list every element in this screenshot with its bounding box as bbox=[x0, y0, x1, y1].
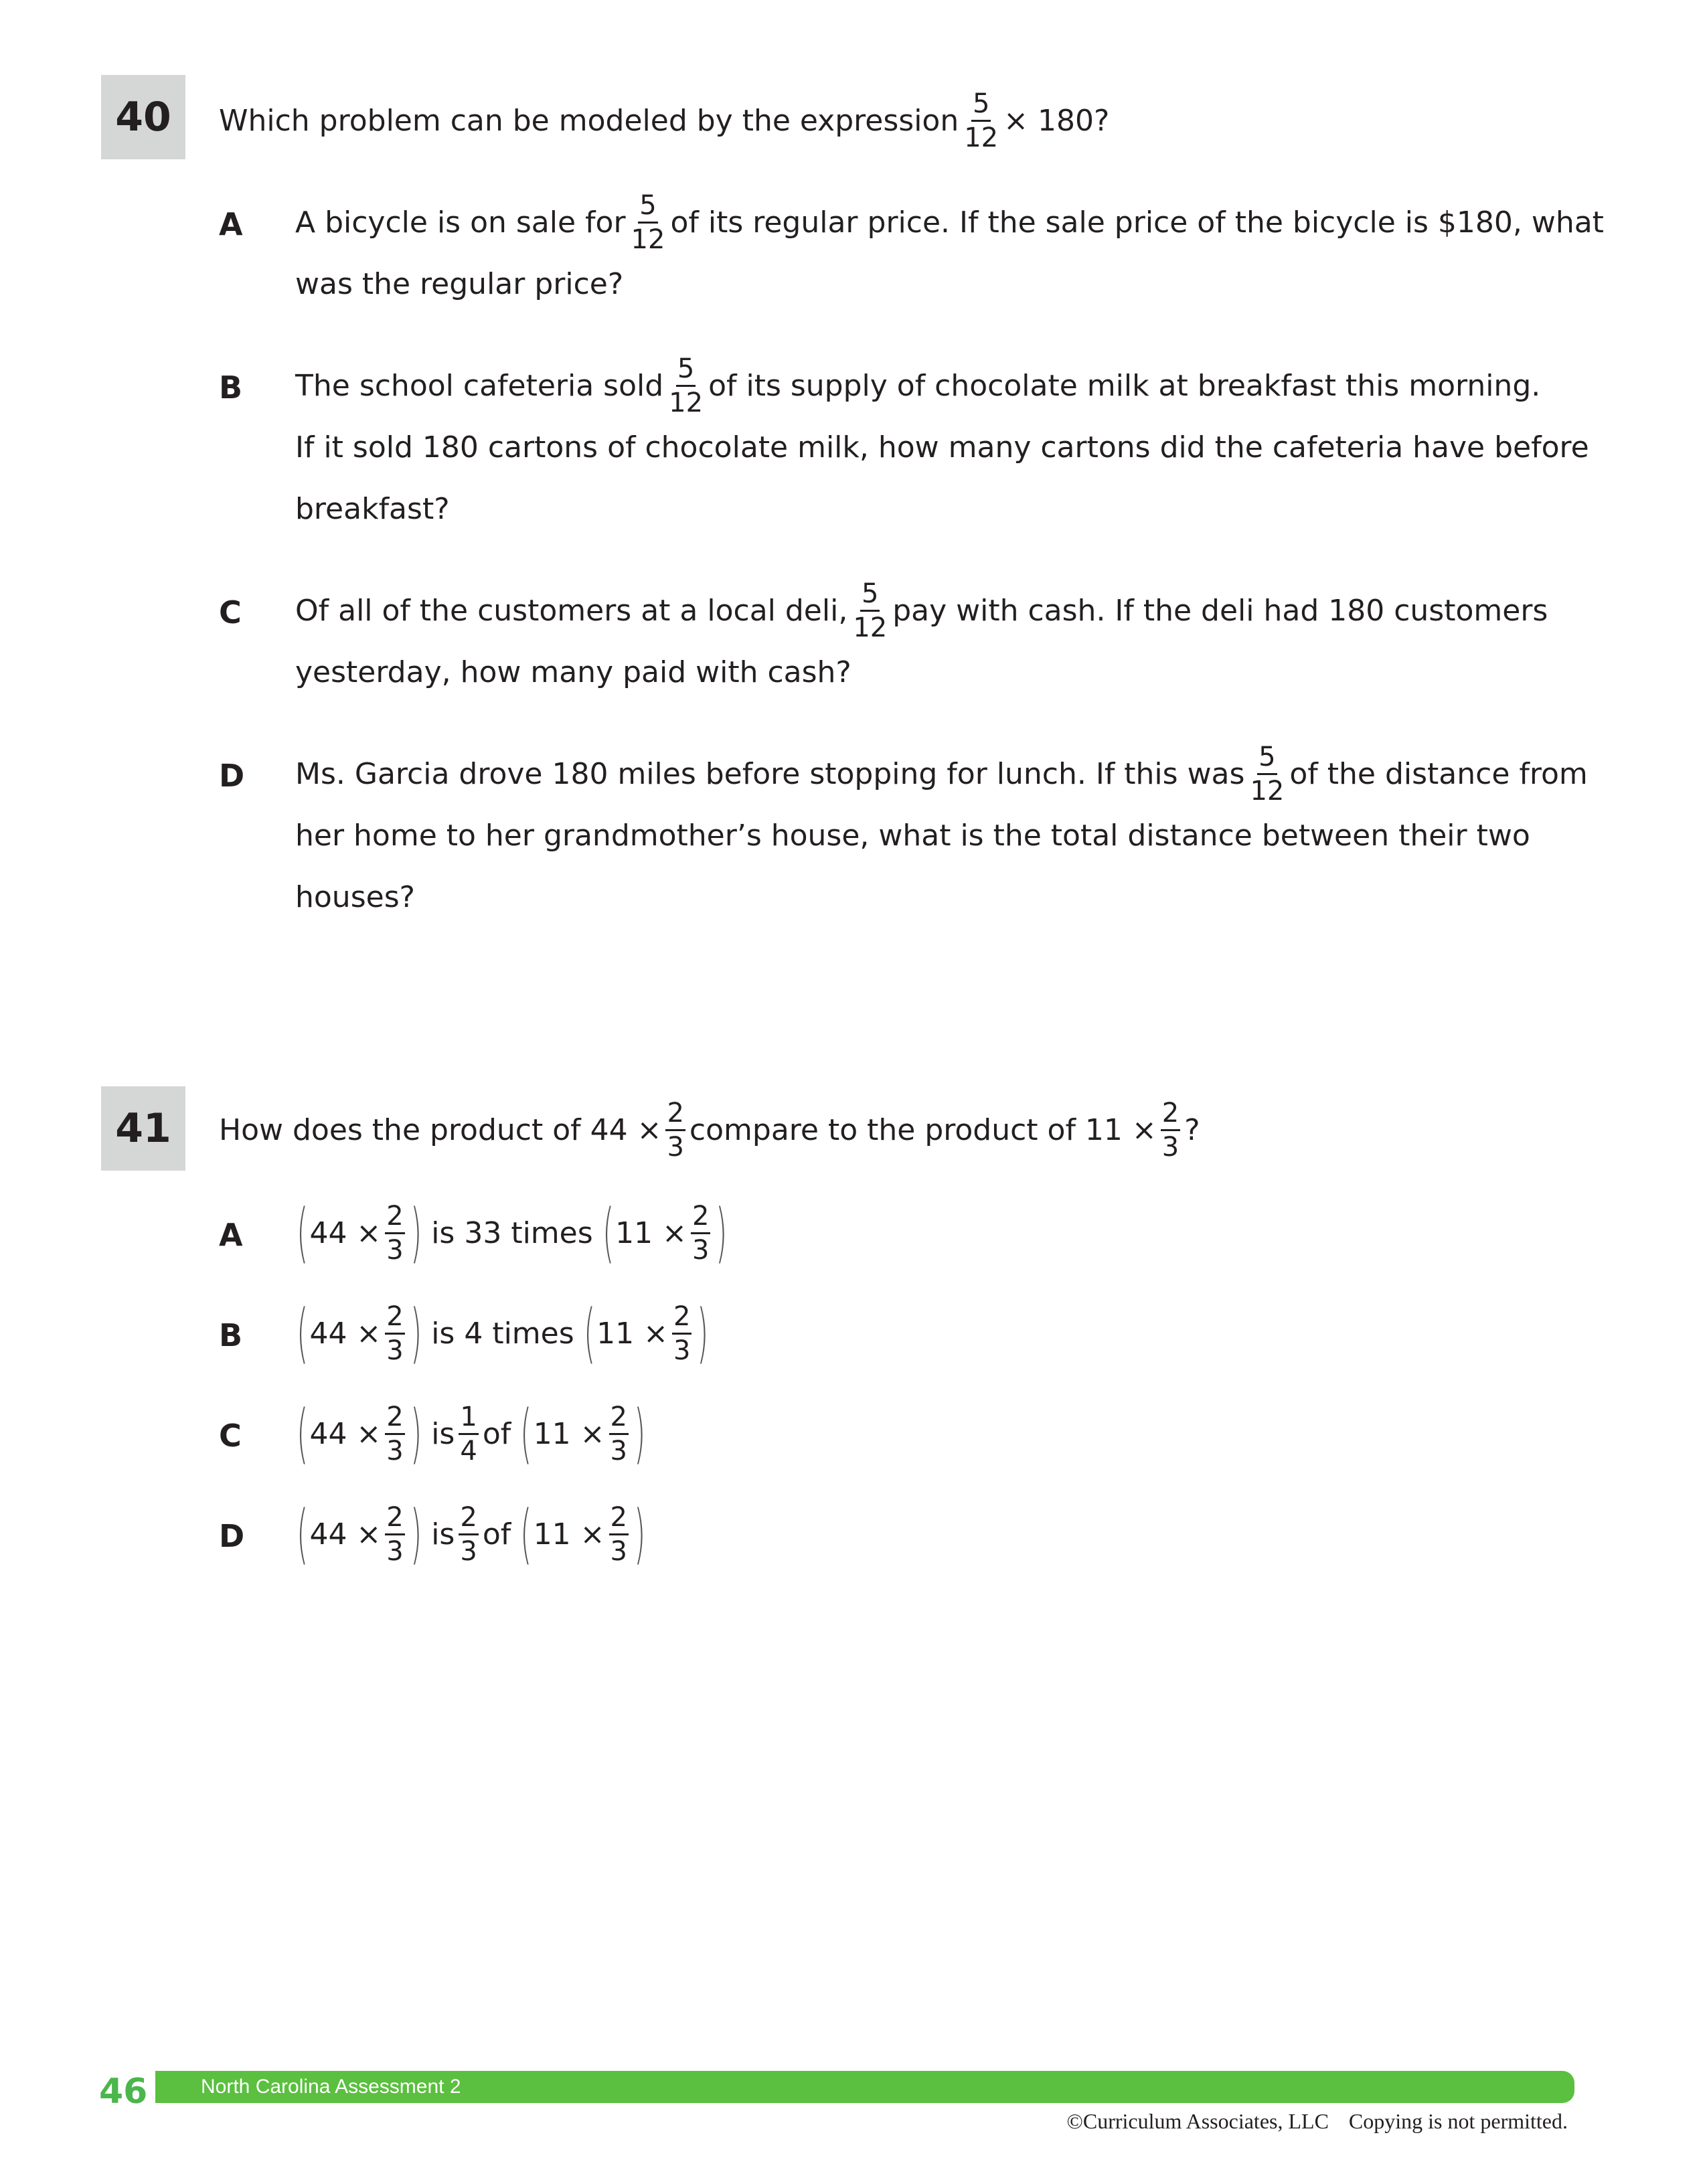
fraction: $\frac{5}{12}$ bbox=[669, 353, 704, 418]
assessment-title: North Carolina Assessment 2 bbox=[201, 2076, 461, 2098]
option-letter: C bbox=[219, 1418, 242, 1454]
fraction: $\frac{5}{12}$ bbox=[1250, 741, 1285, 807]
fraction: $\frac{2}{3}$ bbox=[386, 1501, 404, 1567]
copyright-notice bbox=[1067, 2109, 1568, 2134]
fraction: $\frac{5}{12}$ bbox=[964, 88, 999, 153]
option-letter: B bbox=[219, 1317, 243, 1353]
fraction: $\frac{2}{3}$ bbox=[692, 1200, 710, 1266]
option-letter: D bbox=[219, 758, 245, 794]
option-letter: A bbox=[219, 1217, 243, 1253]
question-number-41: 41 bbox=[101, 1086, 185, 1171]
stem-text: × 180? bbox=[1003, 103, 1110, 138]
page-number: 46 bbox=[99, 2072, 148, 2112]
fraction: $\frac{2}{3}$ bbox=[1161, 1097, 1180, 1163]
footer-bar bbox=[155, 2071, 1574, 2103]
question-40-stem bbox=[219, 90, 1109, 151]
option-letter: B bbox=[219, 369, 243, 406]
fraction: $\frac{5}{12}$ bbox=[853, 578, 888, 643]
fraction: $\frac{2}{3}$ bbox=[610, 1501, 627, 1567]
fraction: $\frac{2}{3}$ bbox=[386, 1300, 404, 1366]
stem-text: Which problem can be modeled by the expression bbox=[219, 103, 959, 138]
fraction: $\frac{2}{3}$ bbox=[386, 1200, 404, 1266]
fraction: $\frac{1}{4}$ bbox=[460, 1401, 477, 1466]
question-number-40: 40 bbox=[101, 75, 185, 159]
fraction: $\frac{2}{3}$ bbox=[386, 1401, 404, 1466]
option-letter: A bbox=[219, 206, 243, 242]
option-letter: D bbox=[219, 1518, 245, 1554]
copyright-text: ©Curriculum Associates, LLC bbox=[1066, 2109, 1329, 2133]
fraction: $\frac{2}{3}$ bbox=[673, 1300, 691, 1366]
fraction: $\frac{2}{3}$ bbox=[610, 1401, 627, 1466]
fraction: $\frac{2}{3}$ bbox=[460, 1501, 477, 1567]
option-letter: C bbox=[219, 594, 242, 631]
question-41-stem: How does the product of 44 × $\frac{2}{3}$ compare to the product of 11 × $\frac{2}{3}$ ? bbox=[219, 1097, 1200, 1163]
copying-notice: Copying is not permitted. bbox=[1348, 2109, 1568, 2133]
fraction: $\frac{2}{3}$ bbox=[667, 1097, 684, 1163]
fraction: $\frac{5}{12}$ bbox=[631, 189, 665, 255]
